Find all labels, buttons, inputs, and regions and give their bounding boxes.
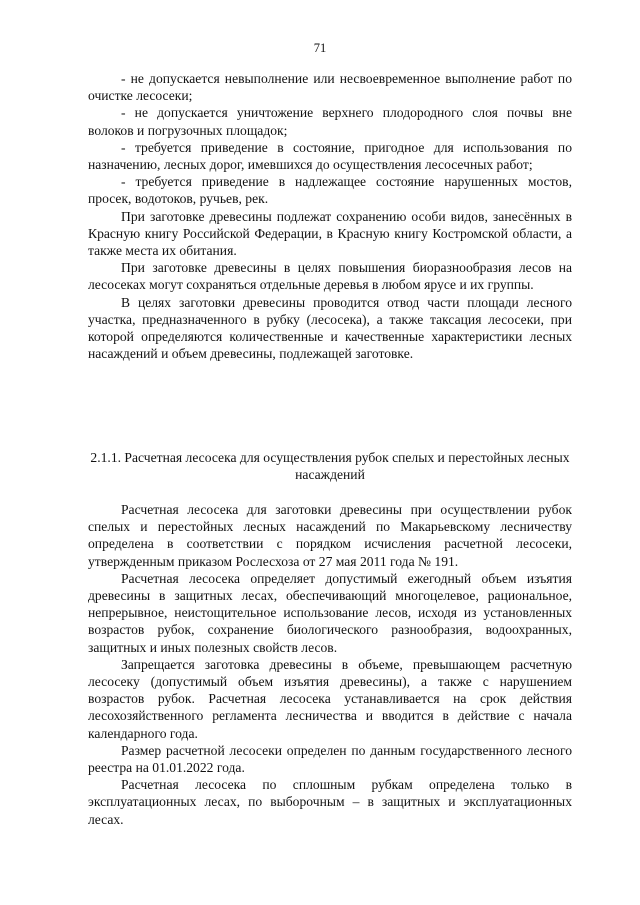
paragraph-red-book-species: При заготовке древесины подлежат сохранению особи видов, занесённых в Красную книгу Российской Федерации, в Красную книгу Костромской области, а также места их обитания.	[88, 208, 572, 259]
section-heading: 2.1.1. Расчетная лесосека для осуществления рубок спелых и перестойных лесных насаждений	[90, 450, 570, 483]
paragraph-cleanup-requirement: - не допускается невыполнение или несвоевременное выполнение работ по очистке лесосеки;	[88, 71, 572, 104]
paragraph-registry-date: Размер расчетной лесосеки определен по данным государственного лесного реестра на 01.01.2022 года.	[88, 742, 572, 776]
paragraph-allowable-cut-purpose: Расчетная лесосека определяет допустимый ежегодный объем изъятия древесины в защитных лесах, обеспечивающий многоцелевое, рациональное, непрерывное, неистощительное использование лесов, исходя из установленных возрастов рубок, сохранение биологического разнообразия, водоохранных, защитных и иных полезных свойств лесов.	[88, 570, 572, 655]
requirements-text-block	[88, 70, 572, 362]
paragraph-harvest-prohibition: Запрещается заготовка древесины в объеме, превышающем расчетную лесосеку (допустимый объем изъятия древесины), а также с нарушением возрастов рубок. Расчетная лесосека устанавливается на срок действия лесохозяйственного регламента лесничества и вводится в действие с начала календарного года.	[88, 656, 572, 741]
paragraph-allowable-cut-definition: Расчетная лесосека для заготовки древесины при осуществлении рубок спелых и перестойных лесных насаждений по Макарьевскому лесничеству определена в соответствии с порядком исчисления расчетной лесосеки, утвержденным приказом Рослесхоза от 27 мая 2011 года № 191.	[88, 502, 572, 569]
paragraph-roads-requirement: - требуется приведение в состояние, пригодное для использования по назначению, лесных дорог, имевшихся до осуществления лесосечных работ;	[88, 139, 572, 173]
paragraph-biodiversity: При заготовке древесины в целях повышения биоразнообразия лесов на лесосеках могут сохраняться отдельные деревья в любом ярусе и их группы.	[88, 260, 572, 293]
allowable-cut-text-block	[88, 501, 572, 828]
paragraph-bridges-requirement: - требуется приведение в надлежащее состояние нарушенных мостов, просек, водотоков, ручьев, рек.	[88, 174, 572, 207]
page-number: 71	[313, 41, 327, 55]
paragraph-plot-allocation: В целях заготовки древесины проводится отвод части площади лесного участка, предназначенного в рубку (лесосека), а также таксация лесосеки, при которой определяются количественные и качественные характеристики лесных насаждений и объем древесины, подлежащей заготовке.	[88, 294, 572, 362]
paragraph-topsoil-requirement: - не допускается уничтожение верхнего плодородного слоя почвы вне волоков и погрузочных площадок;	[88, 105, 572, 138]
paragraph-clear-selective-cuts: Расчетная лесосека по сплошным рубкам определена только в эксплуатационных лесах, по выборочным – в защитных и эксплуатационных лесах.	[88, 777, 572, 827]
